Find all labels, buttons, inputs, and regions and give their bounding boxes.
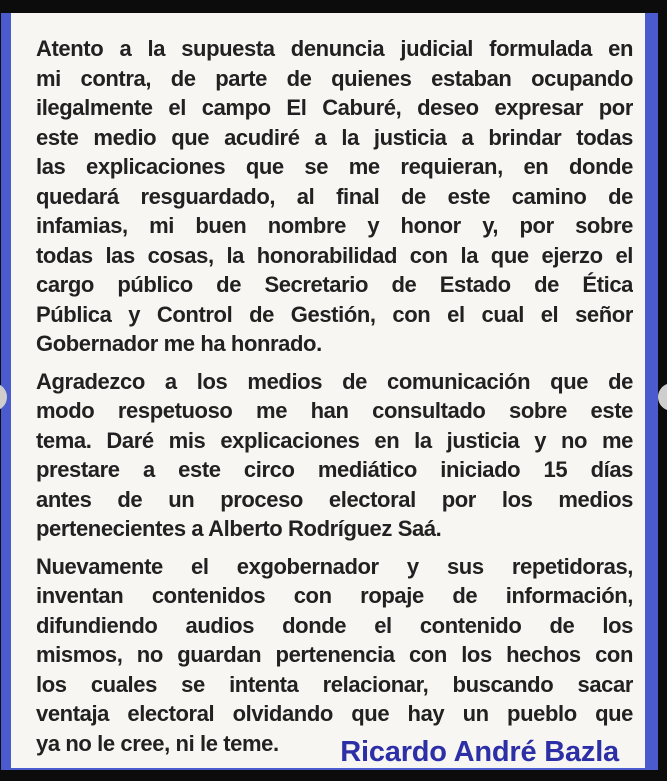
carousel-next-button[interactable] [658,383,667,411]
text-line: los cuales se intenta relacionar, buscando sacar [36,671,633,697]
text-line: Pública y Control de Gestión, con el cual el señor [36,301,633,327]
text-line: inventan contenidos con ropaje de información, [36,583,633,608]
text-line: las explicaciones que se me requieran, en donde [36,154,633,179]
statement-paragraph [36,552,633,759]
signature: Ricardo André Bazla [340,736,619,768]
text-line: infamias, mi buen nombre y honor y, por sobre [36,213,633,238]
text-line: mismos, no guardan pertenencia con los hechos con [36,642,633,667]
text-line: Agradezco a los medios de comunicación que de [36,368,633,394]
text-line: tema. Daré mis explicaciones en la justicia y no me [36,427,633,453]
text-line: ilegalmente el campo El Caburé, deseo expresar por [36,95,633,120]
text-line: antes de un proceso electoral por los medios [36,486,633,512]
statement-card [1,12,658,771]
text-line: difundiendo audios donde el contenido de los [36,612,633,638]
text-line: ya no le cree, ni le teme. [36,730,279,756]
text-line: todas las cosas, la honorabilidad con la que ejerzo el [36,242,633,268]
text-line: quedará resguardado, al final de este camino de [36,183,633,209]
text-line: este medio que acudiré a la justicia a brindar todas [36,124,633,150]
statement-paragraph [36,34,633,359]
statement-paragraph [36,367,633,544]
text-line: pertenecientes a Alberto Rodríguez Saá. [36,516,442,541]
text-line: Gobernador me ha honrado. [36,331,322,356]
letterbox-bottom-bar [0,770,667,781]
text-line: cargo público de Secretario de Estado de Ética [36,272,633,297]
text-line: mi contra, de parte de quienes estaban ocupando [36,65,633,91]
statement-text [11,12,645,768]
letterbox-top-bar [0,0,667,13]
text-line: modo respetuoso me han consultado sobre este [36,398,633,423]
text-line: Atento a la supuesta denuncia judicial formulada en [36,36,633,61]
text-line: prestare a este circo mediático iniciado 15 días [36,457,633,482]
text-line: Nuevamente el exgobernador y sus repetidoras, [36,553,633,579]
text-line: ventaja electoral olvidando que hay un pueblo que [36,701,633,726]
